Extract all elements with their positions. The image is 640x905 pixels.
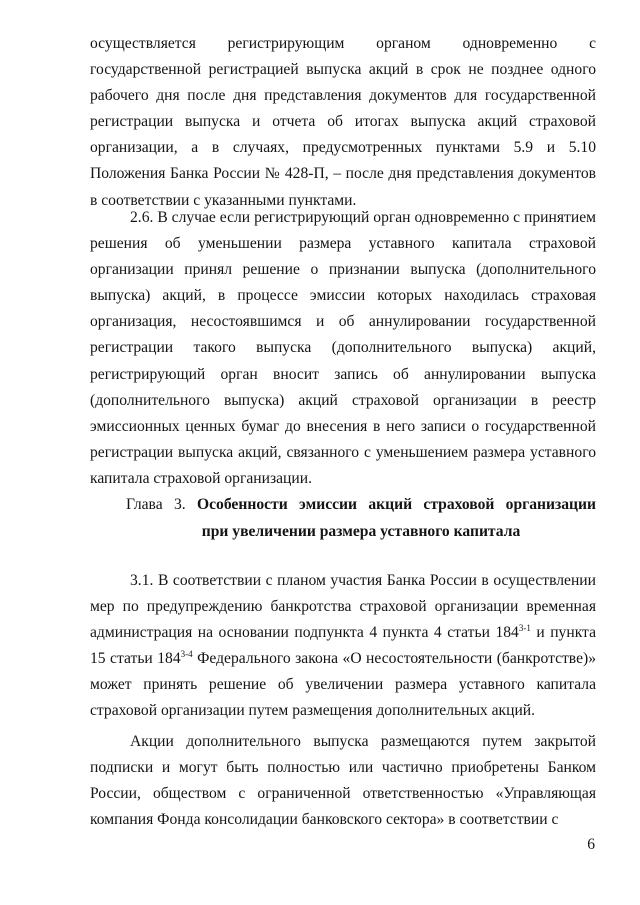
paragraph-2-6: 2.6. В случае если регистрирующий орган одновременно с принятием решения об уменьшении размера уставного капитала страховой организации принял решение о признании выпуска (дополнительного выпуска) акций, в процессе эмиссии которых находилась страховая организация, несостоявшимся и об аннулировании государственной регистрации такого выпуска (дополнительного выпуска) акций, регистрирующий орган вносит запись об аннулировании выпуска (дополнительного выпуска) акций страховой организации в реестр эмиссионных ценных бумаг до внесения в него записи о государственной регистрации выпуска акций, связанного с уменьшением размера уставного капитала страховой организации.: [90, 209, 596, 487]
paragraph-3-1: [90, 568, 596, 725]
chapter-title-line-2: при увеличении размера уставного капитала: [201, 523, 521, 540]
chapter-label: Глава 3.: [126, 496, 186, 513]
paragraph-3-1-part-a: 3.1. В соответствии с планом участия Банка России в осуществлении мер по предупреждению банкротства страховой организации временная администрация на основании подпункта 4 пункта 4 статьи 184: [90, 572, 596, 642]
paragraph-3-1-part-b: и пункта 15 статьи 184: [90, 624, 596, 668]
paragraph-continuation: осуществляется регистрирующим органом одновременно с государственной регистрацией выпуска акций в срок не позднее одного рабочего дня после дня представления документов для государственной регистрации выпуска и отчета об итогах выпуска акций страховой организации, а в случаях, предусмотренных пунктами 5.9 и 5.10 Положения Банка России № 428-П, – после дня представления документов в соответствии с указанными пунктами.: [90, 35, 596, 209]
chapter-title-line-1: Особенности эмиссии акций страховой организации: [196, 496, 597, 513]
chapter-heading-line-1: [90, 491, 596, 518]
page-number: 6: [587, 836, 595, 853]
paragraph-3-1-part-c: Федерального закона «О несостоятельности (банкротстве)» может принять решение об увеличении размера уставного капитала страховой организации путем размещения дополнительных акций.: [90, 650, 596, 720]
superscript-article-ref-2: 3-4: [180, 649, 193, 660]
chapter-heading: [90, 491, 596, 545]
paragraph-additional-issue: Акции дополнительного выпуска размещаются путем закрытой подписки и могут быть полностью или частично приобретены Банком России, обществом с ограниченной ответственностью «Управляющая компания Фонда консолидации банковского сектора» в соответствии с: [90, 733, 596, 829]
superscript-article-ref-1: 3-1: [518, 623, 531, 634]
